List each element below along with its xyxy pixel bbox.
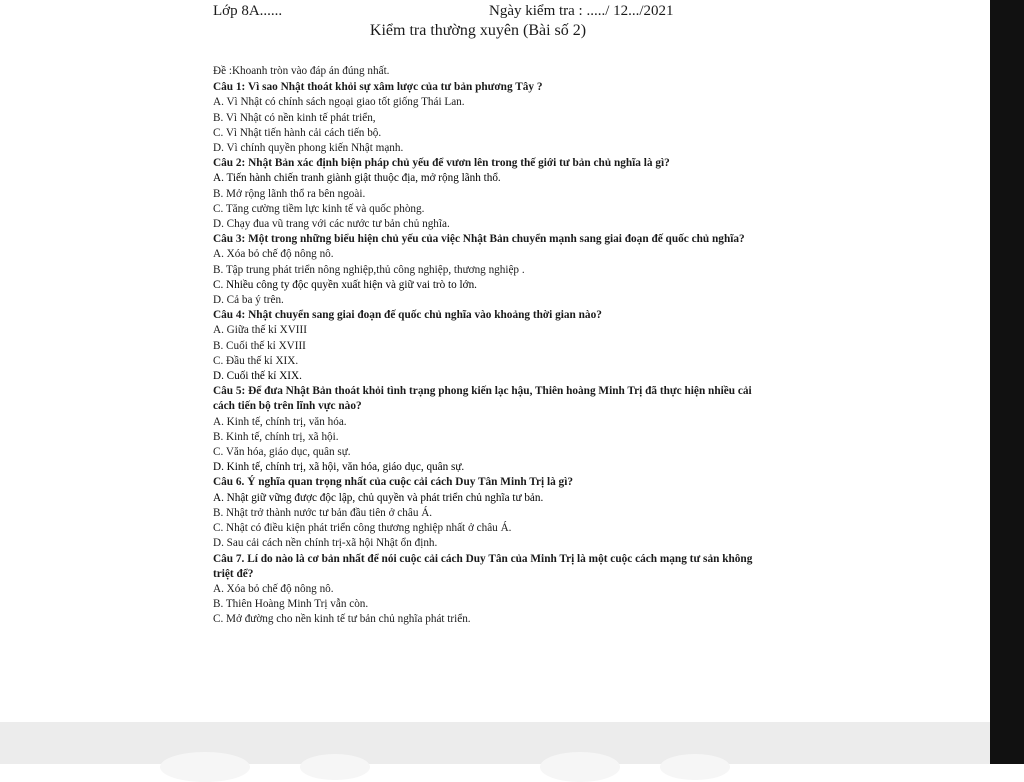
- answer-option: B. Vì Nhật có nền kinh tế phát triển,: [213, 111, 376, 124]
- question-text: Câu 4: Nhật chuyển sang giai đoạn đế quốc chủ nghĩa vào khoảng thời gian nào?: [213, 309, 602, 322]
- answer-option: A. Xóa bỏ chế độ nông nô.: [213, 248, 334, 261]
- question-block: [213, 232, 753, 308]
- answer-option: A. Giữa thế kỉ XVIII: [213, 324, 307, 337]
- answer-option: B. Cuối thế kỉ XVIII: [213, 339, 306, 352]
- answer-option: B. Nhật trở thành nước tư bản đầu tiên ở châu Á.: [213, 506, 433, 519]
- answer-option: C. Văn hóa, giáo dục, quân sự.: [213, 446, 351, 459]
- answer-option: C. Vì Nhật tiến hành cải cách tiến bộ.: [213, 126, 382, 139]
- question-text: Câu 1: Vì sao Nhật thoát khỏi sự xâm lược của tư bản phương Tây ?: [213, 81, 543, 94]
- question-block: [213, 308, 753, 384]
- answer-option: B. Mở rộng lãnh thổ ra bên ngoài.: [213, 187, 366, 200]
- question-text: Câu 3: Một trong những biểu hiện chủ yếu của việc Nhật Bản chuyển mạnh sang giai đoạn đế quốc chủ nghĩa?: [213, 233, 745, 246]
- answer-option: C. Nhật có điều kiện phát triển công thương nghiệp nhất ở châu Á.: [213, 522, 512, 535]
- question-block: [213, 552, 753, 628]
- viewer-bottom-bar: [0, 722, 990, 764]
- faded-shape: [160, 752, 250, 782]
- answer-option: C. Nhiều công ty độc quyền xuất hiện và giữ vai trò to lớn.: [213, 278, 477, 291]
- answer-option: D. Vì chính quyền phong kiến Nhật mạnh.: [213, 142, 404, 155]
- question-text: Câu 5: Để đưa Nhật Bản thoát khỏi tình trạng phong kiến lạc hậu, Thiên hoàng Minh Trị đã thực hiện nhiều cải cách tiến bộ trên lĩnh vực nào?: [213, 385, 752, 413]
- answer-option: A. Kinh tế, chính trị, văn hóa.: [213, 415, 347, 428]
- answer-option: C. Tăng cường tiềm lực kinh tế và quốc phòng.: [213, 202, 425, 215]
- answer-option: A. Nhật giữ vững được độc lập, chủ quyền và phát triển chủ nghĩa tư bản.: [213, 491, 544, 504]
- answer-option: D. Chạy đua vũ trang với các nước tư bản chủ nghĩa.: [213, 218, 450, 231]
- answer-option: D. Cuối thế kỉ XIX.: [213, 370, 302, 383]
- question-block: [213, 475, 753, 551]
- faded-shape: [660, 754, 730, 780]
- page-title-text: Kiểm tra thường xuyên (Bài số 2): [369, 22, 587, 39]
- question-block: [213, 80, 753, 156]
- answer-option: A. Vì Nhật có chính sách ngoại giao tốt giống Thái Lan.: [213, 96, 465, 109]
- answer-option: B. Tập trung phát triển nông nghiệp,thủ công nghiệp, thương nghiệp .: [213, 263, 525, 276]
- answer-option: A. Xóa bỏ chế độ nông nô.: [213, 582, 334, 595]
- viewer-right-edge: [990, 0, 1024, 764]
- answer-option: D. Sau cải cách nền chính trị-xã hội Nhật ổn định.: [213, 537, 438, 550]
- page-title: [0, 22, 990, 40]
- question-block: [213, 156, 753, 232]
- class-label: Lớp 8A......: [213, 3, 283, 19]
- faded-shape: [540, 752, 620, 782]
- question-text: Câu 2: Nhật Bản xác định biện pháp chủ yếu để vươn lên trong thế giới tư bản chủ nghĩa là gì?: [213, 157, 670, 170]
- header-row: [0, 3, 990, 23]
- answer-option: B. Kinh tế, chính trị, xã hội.: [213, 430, 339, 443]
- exam-content: [213, 64, 753, 628]
- answer-option: D. Cả ba ý trên.: [213, 294, 284, 307]
- faded-shape: [300, 754, 370, 780]
- answer-option: B. Thiên Hoàng Minh Trị vẫn còn.: [213, 598, 369, 611]
- exam-date-label: Ngày kiểm tra : ...../ 12.../2021: [489, 3, 674, 19]
- answer-option: A. Tiến hành chiến tranh giành giật thuộc địa, mở rộng lãnh thổ.: [213, 172, 501, 185]
- instruction-text: Đề :Khoanh tròn vào đáp án đúng nhất.: [213, 65, 390, 77]
- question-text: Câu 7. Lí do nào là cơ bản nhất để nói cuộc cải cách Duy Tân của Minh Trị là một cuộc cách mạng tư sản không triệt để?: [213, 552, 753, 580]
- answer-option: C. Đầu thế kỉ XIX.: [213, 354, 299, 367]
- answer-option: D. Kinh tế, chính trị, xã hội, văn hóa, giáo dục, quân sự.: [213, 461, 465, 474]
- answer-option: C. Mở đường cho nền kinh tế tư bản chủ nghĩa phát triển.: [213, 613, 471, 626]
- question-text: Câu 6. Ý nghĩa quan trọng nhất của cuộc cải cách Duy Tân Minh Trị là gì?: [213, 476, 573, 489]
- question-block: [213, 384, 753, 475]
